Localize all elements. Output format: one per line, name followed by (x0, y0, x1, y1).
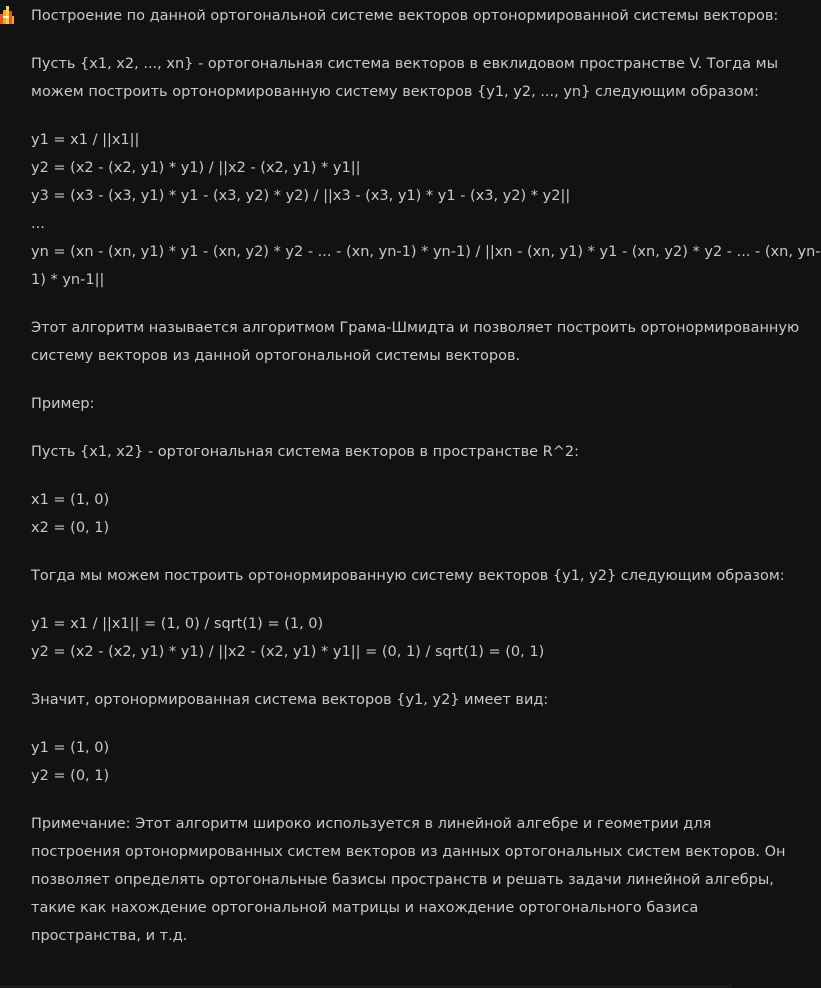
formula-line: x2 = (0, 1) (31, 520, 110, 536)
formula-line: y1 = (1, 0) (31, 740, 110, 756)
formula-line: y1 = x1 / ||x1|| = (1, 0) / sqrt(1) = (1, 0) (31, 616, 324, 632)
note-line: пространства, и т.д. (31, 928, 188, 944)
note-line: построения ортонормированных систем векторов из данных ортогональных систем векторов. Он (31, 844, 786, 860)
note-line: Примечание: Этот алгоритм широко используется в линейной алгебре и геометрии для (31, 816, 712, 832)
formula-line: y2 = (x2 - (x2, y1) * y1) / ||x2 - (x2, y1) * y1|| (31, 160, 361, 176)
assistant-avatar-icon (0, 6, 14, 24)
example-label: Пример: (31, 396, 95, 412)
formula-line: y2 = (x2 - (x2, y1) * y1) / ||x2 - (x2, y1) * y1|| = (0, 1) / sqrt(1) = (0, 1) (31, 644, 545, 660)
note-line: позволяет определять ортогональные базисы пространств и решать задачи линейной алгебры, (31, 872, 774, 888)
note-line: такие как нахождение ортогональной матрицы и нахождение ортогонального базиса (31, 900, 699, 916)
formula-ellipsis: ... (31, 216, 45, 232)
paragraph-line: можем построить ортонормированную систему векторов {y1, y2, ..., yn} следующим образом: (31, 84, 759, 100)
example-intro: Пусть {x1, x2} - ортогональная система векторов в пространстве R^2: (31, 444, 580, 460)
formula-line: yn = (xn - (xn, y1) * y1 - (xn, y2) * y2 - ... - (xn, yn-1) * yn-1) / ||xn - (xn, y1) * y1 - (xn, y2) * y2 - ... - (xn, yn- (31, 244, 821, 260)
paragraph-line: систему векторов из данной ортогональной системы векторов. (31, 348, 521, 364)
formula-line: x1 = (1, 0) (31, 492, 110, 508)
paragraph-line: Пусть {x1, x2, ..., xn} - ортогональная система векторов в евклидовом пространстве V. Тогда мы (31, 56, 779, 72)
conclusion-text: Значит, ортонормированная система векторов {y1, y2} имеет вид: (31, 692, 549, 708)
formula-line: 1) * yn-1|| (31, 272, 105, 288)
formula-line: y3 = (x3 - (x3, y1) * y1 - (x3, y2) * y2) / ||x3 - (x3, y1) * y1 - (x3, y2) * y2|| (31, 188, 571, 204)
formula-line: y1 = x1 / ||x1|| (31, 132, 140, 148)
intro-text: Построение по данной ортогональной системе векторов ортонормированной системы векторов: (31, 8, 779, 24)
paragraph-line: Этот алгоритм называется алгоритмом Грама-Шмидта и позволяет построить ортонормированную (31, 320, 800, 336)
paragraph-line: Тогда мы можем построить ортонормированную систему векторов {y1, y2} следующим образом: (31, 568, 785, 584)
assistant-message (31, 2, 821, 950)
formula-line: y2 = (0, 1) (31, 768, 110, 784)
